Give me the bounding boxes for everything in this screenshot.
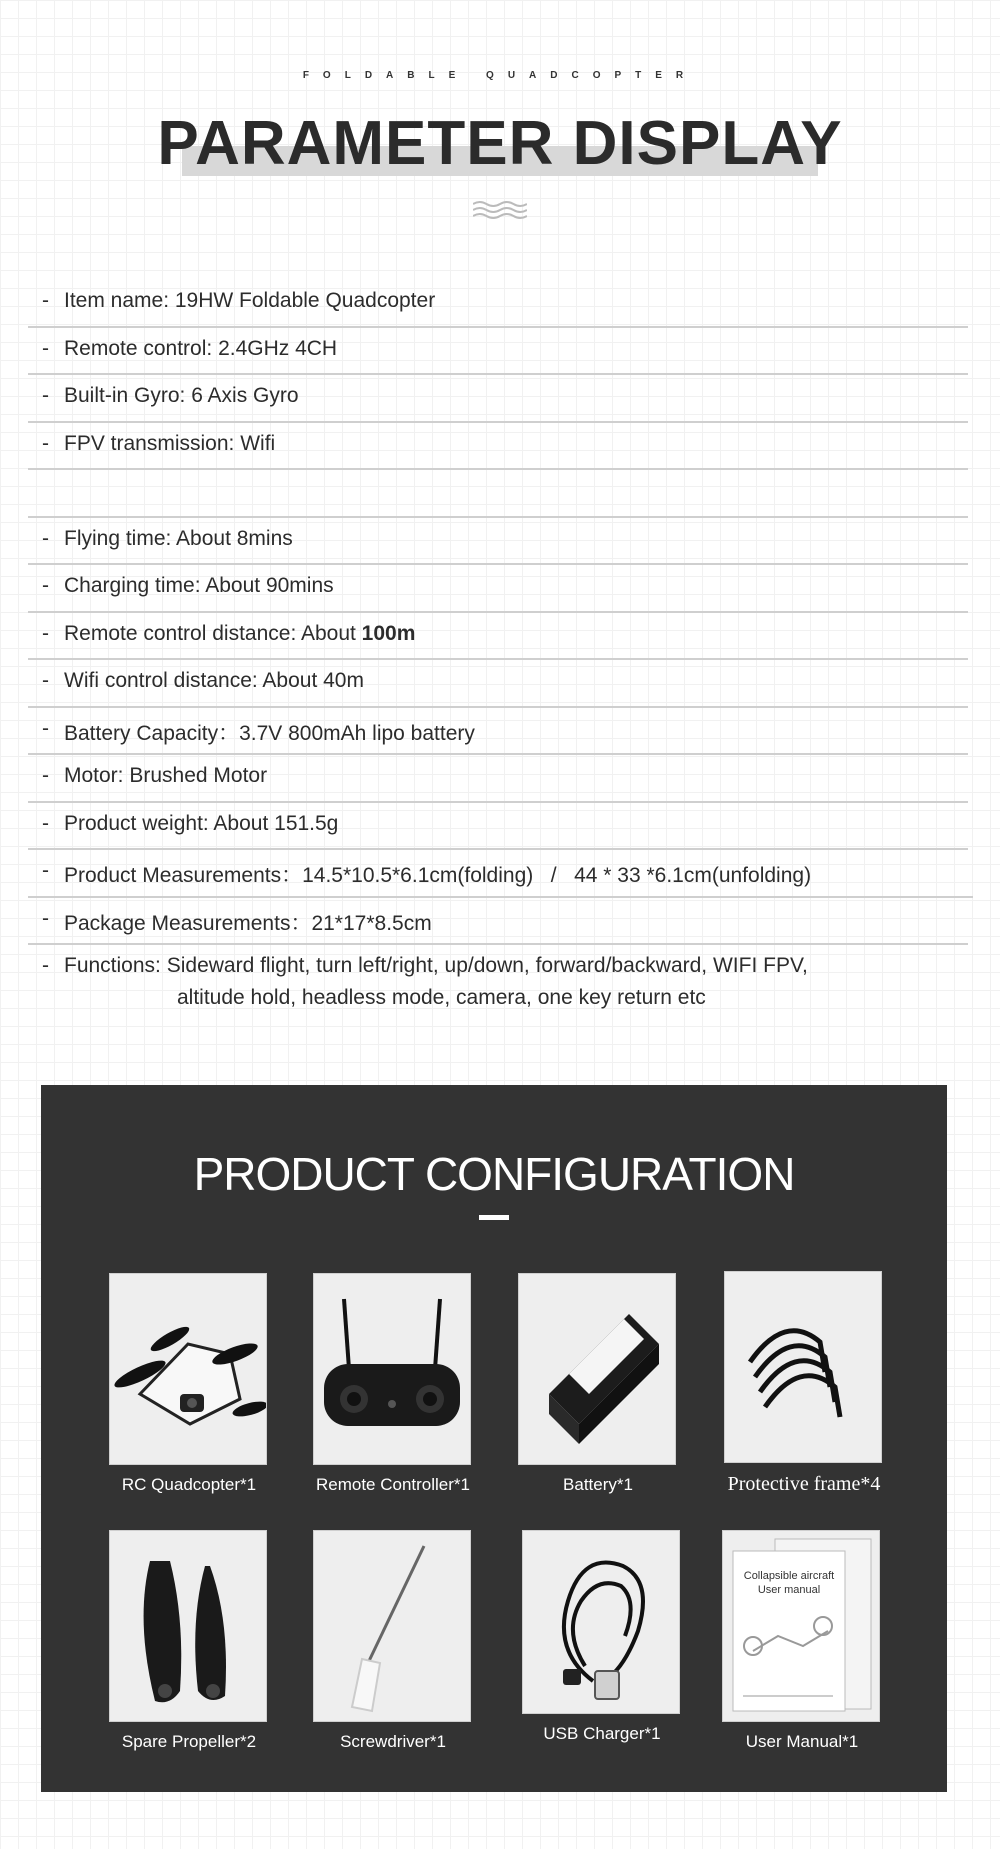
spec-row-battery (28, 708, 968, 756)
bullet-dash: - (42, 526, 49, 550)
spec-row-empty (28, 470, 968, 518)
config-item-label: USB Charger*1 (543, 1724, 661, 1743)
screwdriver-icon (313, 1530, 471, 1722)
config-item-label: Remote Controller*1 (315, 1475, 470, 1494)
config-item-propeller (109, 1530, 269, 1752)
bullet-dash: - (42, 621, 49, 645)
bullet-dash: - (42, 431, 49, 455)
config-item-usb-charger (522, 1530, 682, 1744)
config-item-protective-frame (724, 1271, 884, 1496)
spec-text: Item name: 19HW Foldable Quadcopter (64, 289, 436, 312)
config-title-underline (479, 1215, 509, 1220)
tagline: FOLDABLE QUADCOPTER (302, 70, 698, 81)
spec-text: Remote control: 2.4GHz 4CH (64, 336, 338, 360)
spec-row-remote-control (28, 328, 968, 376)
config-item-user-manual (722, 1530, 882, 1752)
spec-row-motor (28, 755, 968, 803)
config-item-label: Battery*1 (563, 1475, 633, 1494)
spec-row-functions (28, 945, 968, 1035)
spec-row-wifi-distance (28, 660, 968, 708)
usb-cable-icon (522, 1530, 680, 1714)
spec-list (28, 280, 968, 1035)
spec-text: Flying time: About 8mins (64, 526, 293, 550)
wave-divider-icon (473, 200, 527, 220)
bullet-dash: - (42, 954, 49, 977)
spec-text (64, 622, 415, 646)
config-item-label: Spare Propeller*2 (121, 1732, 257, 1751)
spec-row-package-measurements (28, 898, 968, 946)
spec-row-charging-time (28, 565, 968, 613)
config-item-label: User Manual*1 (745, 1732, 859, 1751)
config-title: PRODUCT CONFIGURATION (193, 1148, 795, 1200)
protective-frame-icon (724, 1271, 882, 1463)
spec-row-weight (28, 803, 968, 851)
bullet-dash: - (42, 669, 49, 692)
spec-text: Battery Capacity：3.7V 800mAh lipo battery (64, 721, 475, 745)
spec-row-flying-time (28, 518, 968, 566)
spec-text-value: 100m (361, 621, 416, 645)
bullet-dash: - (42, 764, 49, 787)
config-item-label: Screwdriver*1 (340, 1732, 446, 1751)
spec-text-continued: altitude hold, headless mode, camera, one key return etc (177, 986, 706, 1009)
config-item-quadcopter (109, 1273, 269, 1495)
spec-text: FPV transmission: Wifi (64, 431, 276, 455)
manual-icon (722, 1530, 880, 1722)
bullet-dash: - (42, 906, 49, 930)
spec-text-prefix: Remote control distance: About (64, 621, 362, 645)
config-item-battery (518, 1273, 678, 1495)
bullet-dash: - (42, 384, 49, 407)
spec-text: Built-in Gyro: 6 Axis Gyro (64, 384, 299, 407)
bullet-dash: - (42, 289, 49, 312)
spec-row-item-name (28, 280, 968, 328)
bullet-dash: - (42, 574, 49, 597)
bullet-dash: - (42, 859, 49, 882)
remote-controller-icon (313, 1273, 471, 1465)
config-item-remote (313, 1273, 473, 1495)
spec-row-gyro (28, 375, 968, 423)
config-item-screwdriver (313, 1530, 473, 1752)
spec-text: Product Measurements：14.5*10.5*6.1cm(folding) / 44 * 33 *6.1cm(unfolding) (64, 864, 812, 887)
bullet-dash: - (42, 811, 49, 835)
spec-text: Motor: Brushed Motor (64, 764, 268, 787)
spec-text: Wifi control distance: About 40m (64, 669, 364, 692)
spec-text: Product weight: About 151.5g (64, 811, 339, 835)
manual-cover-text: Collapsible aircraft User manual (743, 1570, 835, 1596)
config-item-label: RC Quadcopter*1 (121, 1475, 257, 1494)
spec-row-fpv (28, 423, 968, 471)
drone-icon (109, 1273, 267, 1465)
spec-row-rc-distance (28, 613, 968, 661)
page-title: PARAMETER DISPLAY (157, 109, 843, 178)
battery-icon (518, 1273, 676, 1465)
spec-text: Charging time: About 90mins (64, 574, 334, 597)
bullet-dash: - (42, 336, 49, 360)
spec-row-product-measurements (28, 850, 973, 898)
config-item-label: Protective frame*4 (727, 1473, 881, 1495)
spec-text: Functions: Sideward flight, turn left/right, up/down, forward/backward, WIFI FPV, (64, 954, 808, 977)
spec-text: Package Measurements：21*17*8.5cm (64, 911, 432, 935)
product-configuration-panel (41, 1085, 947, 1792)
bullet-dash: - (42, 716, 49, 740)
propeller-icon (109, 1530, 267, 1722)
